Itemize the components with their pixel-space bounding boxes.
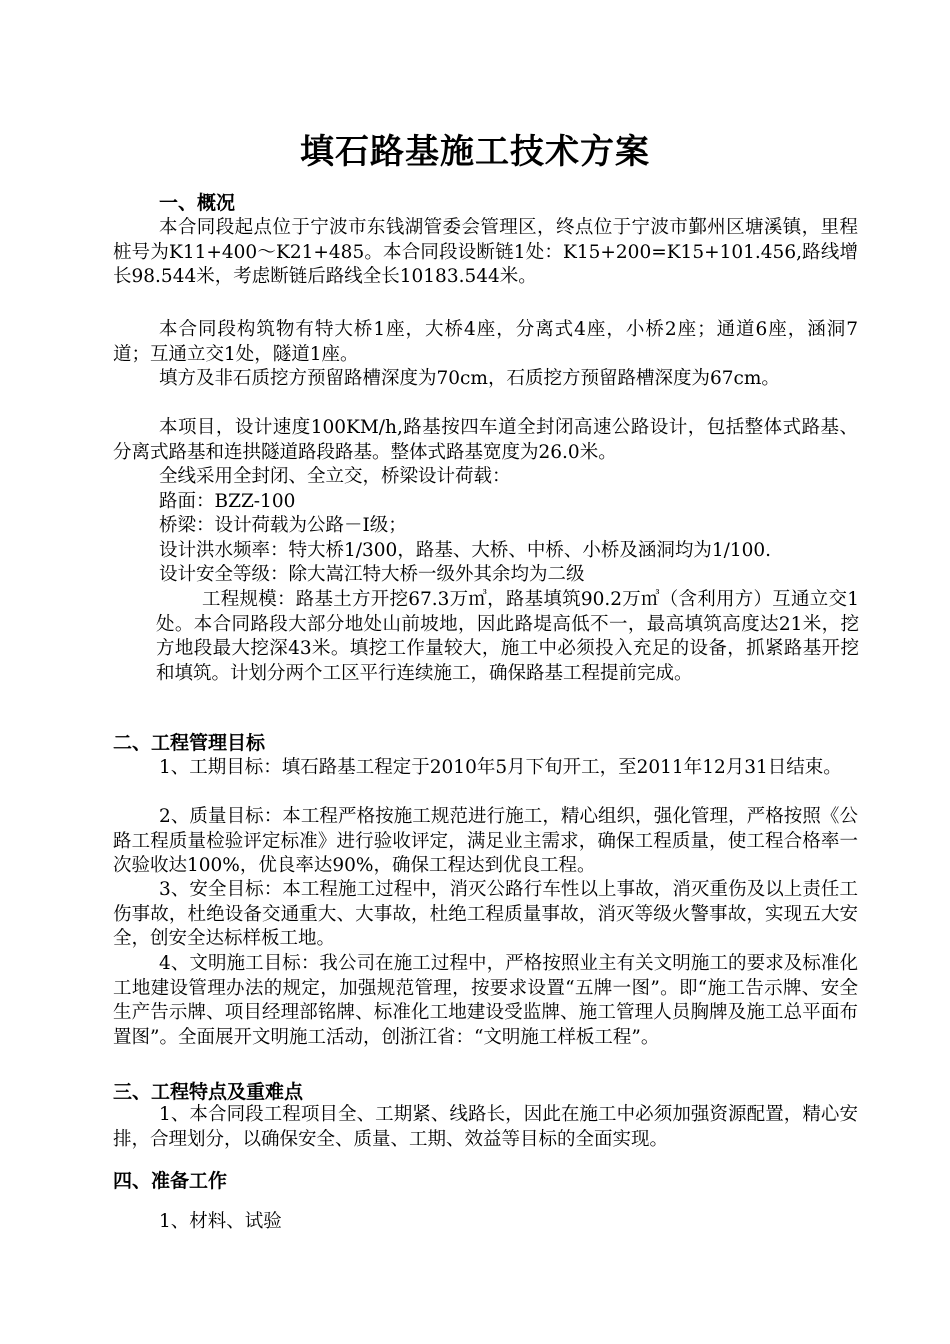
paragraph: 3、安全目标：本工程施工过程中，消灭公路行车性以上事故，消灭重伤及以上责任工伤事故，杜绝设备交通重大、大事故，杜绝工程质量事故，消灭等级火警事故，实现五大安全，创安全达标样板工地。 — [113, 879, 858, 949]
section-heading-features: 三、工程特点及重难点 — [113, 1081, 304, 1103]
paragraph: 工程规模：路基土方开挖67.3万㎥，路基填筑90.2万㎥（含利用方）互通立交1处。本合同路段大部分地处山前坡地，因此路堤高低不一，最高填筑高度达21米，挖方地段最大挖深43米。填挖工作量较大，施工中必须投入充足的设备，抓紧路基开挖和填筑。计划分两个工区平行连续施工，确保路基工程提前完成。 — [156, 589, 859, 684]
text-line: 桥梁：设计荷载为公路－Ⅰ级； — [159, 515, 407, 536]
document-title: 填石路基施工技术方案 — [300, 132, 650, 172]
paragraph: 1、工期目标：填石路基工程定于2010年5月下旬开工，至2011年12月31日结束。 — [159, 757, 842, 778]
paragraph: 2、质量目标：本工程严格按施工规范进行施工，精心组织，强化管理，严格按照《公路工程质量检验评定标准》进行验收评定，满足业主需求，确保工程质量，使工程合格率一次验收达100%，优良率达90%，确保工程达到优良工程。 — [113, 806, 858, 876]
section-heading-overview: 一、概况 — [159, 192, 236, 214]
section-heading-management-goals: 二、工程管理目标 — [113, 732, 266, 754]
paragraph: 本合同段起点位于宁波市东钱湖管委会管理区，终点位于宁波市鄞州区塘溪镇，里程桩号为K11+400～K21+485。本合同段设断链1处：K15+200=K15+101.456,路线增长98.544米，考虑断链后路线全长10183.544米。 — [113, 217, 858, 287]
paragraph: 1、本合同段工程项目全、工期紧、线路长，因此在施工中必须加强资源配置，精心安排，合理划分，以确保安全、质量、工期、效益等目标的全面实现。 — [113, 1104, 858, 1150]
text-line: 1、材料、试验 — [159, 1211, 282, 1232]
paragraph: 4、文明施工目标：我公司在施工过程中，严格按照业主有关文明施工的要求及标准化工地建设管理办法的规定，加强规范管理，按要求设置“五牌一图”。即“施工告示牌、安全生产告示牌、项目经理部铭牌、标准化工地建设受监牌、施工管理人员胸牌及施工总平面布置图”。全面展开文明施工活动，创浙江省：“文明施工样板工程”。 — [113, 953, 858, 1048]
paragraph: 本合同段构筑物有特大桥1座，大桥4座，分离式4座，小桥2座；通道6座，涵洞7道；互通立交1处，隧道1座。 — [113, 319, 858, 365]
paragraph: 填方及非石质挖方预留路槽深度为70cm，石质挖方预留路槽深度为67cm。 — [159, 368, 780, 389]
text-line: 全线采用全封闭、全立交，桥梁设计荷载： — [159, 466, 511, 487]
text-line: 设计洪水频率：特大桥1/300，路基、大桥、中桥、小桥及涵洞均为1/100. — [159, 540, 772, 561]
text-line: 设计安全等级：除大嵩江特大桥一级外其余均为二级 — [159, 564, 585, 585]
section-heading-preparation: 四、准备工作 — [113, 1170, 228, 1192]
paragraph: 本项目，设计速度100KM/h,路基按四车道全封闭高速公路设计，包括整体式路基、分离式路基和连拱隧道路段路基。整体式路基宽度为26.0米。 — [113, 417, 858, 463]
text-line: 路面：BZZ-100 — [159, 491, 296, 512]
